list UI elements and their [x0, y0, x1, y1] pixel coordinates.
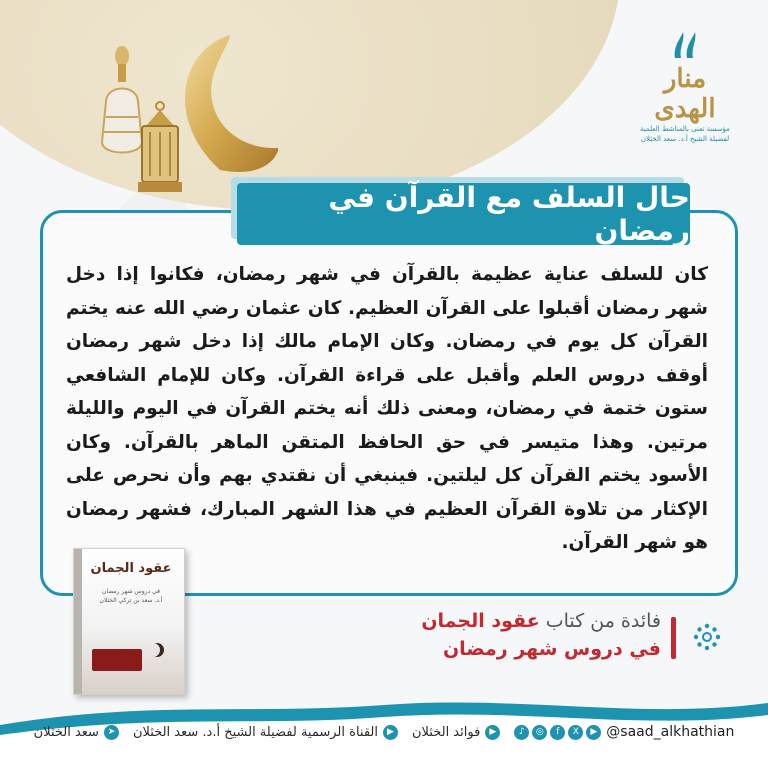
social-icons: [514, 725, 601, 740]
page-title: حال السلف مع القرآن في رمضان: [328, 181, 690, 247]
lantern-icon: [134, 100, 186, 196]
benefit-source: [421, 610, 661, 632]
telegram-text: سعد الخثلان: [33, 724, 99, 740]
logo-flame-icon: [655, 30, 715, 60]
ornament-icon: [693, 623, 721, 651]
footer-benefits[interactable]: [412, 725, 500, 740]
instagram-icon[interactable]: ◎: [532, 725, 547, 740]
telegram-icon: ➤: [104, 725, 119, 740]
book-spine: [74, 549, 82, 694]
title-banner: [237, 183, 690, 245]
book-subtitle-text: في دروس شهر رمضان: [101, 588, 161, 595]
logo-subtitle-2: لفضيلة الشيخ أ.د. سعد الخثلان: [640, 135, 730, 143]
benefit-book-name: عقود الجمان: [421, 610, 540, 632]
logo-subtitle-1: مؤسسة تعنى بالمناشط العلمية: [640, 125, 730, 133]
book-author: أ.د. سعد بن تركي الخثلان: [99, 597, 163, 604]
footer-handle[interactable]: [514, 724, 734, 740]
benefit-divider: [671, 617, 676, 659]
channel-text: القناة الرسمية لفضيلة الشيخ أ.د. سعد الخثلان: [132, 724, 378, 740]
benefit-book-subtitle: في دروس شهر رمضان: [442, 638, 661, 660]
footer-channel[interactable]: [133, 725, 398, 740]
benefit-prefix: فائدة من كتاب: [545, 610, 661, 632]
footer-telegram[interactable]: [34, 725, 119, 740]
book-crescent-icon: [146, 643, 160, 657]
body-text: كان للسلف عناية عظيمة بالقرآن في شهر رمضان، فكانوا إذا دخل شهر رمضان أقبلوا على القرآن العظيم. كان عثمان رضي الله عنه يختم القرآن كل يوم في رمضان. وكان الإمام مالك إذا دخل شهر رمضان أوقف دروس العلم وأقبل على قراءة القرآن. وكان للإمام الشافعي ستون ختمة في رمضان، ومعنى ذلك أنه يختم القرآن في اليوم والليلة مرتين. وهذا متيسر في حق الحافظ المتقن الماهر بالقرآن. وكان الأسود يختم القرآن كل ليلتين. فينبغي أن نقتدي بهم وأن نحرص على الإكثار من تلاوة القرآن العظيم في هذا الشهر المبارك، فشهر رمضان هو شهر القرآن.: [66, 264, 708, 553]
book-title: عقود الجمان: [90, 561, 172, 576]
youtube-icon[interactable]: ▶: [586, 725, 601, 740]
youtube-icon: ▶: [383, 725, 398, 740]
facebook-icon[interactable]: f: [550, 725, 565, 740]
book-red-band: [92, 649, 142, 671]
footer: [0, 707, 768, 757]
x-icon[interactable]: X: [568, 725, 583, 740]
book-subtitle: [88, 587, 174, 605]
youtube-icon: ▶: [485, 725, 500, 740]
logo: [630, 30, 740, 143]
tiktok-icon[interactable]: ♪: [514, 725, 529, 740]
benefits-text: فوائد الخثلان: [411, 724, 481, 740]
book-cover: [73, 548, 185, 695]
handle-text: @saad_alkhathian: [606, 724, 735, 740]
logo-name: منار الهدى: [654, 64, 716, 124]
